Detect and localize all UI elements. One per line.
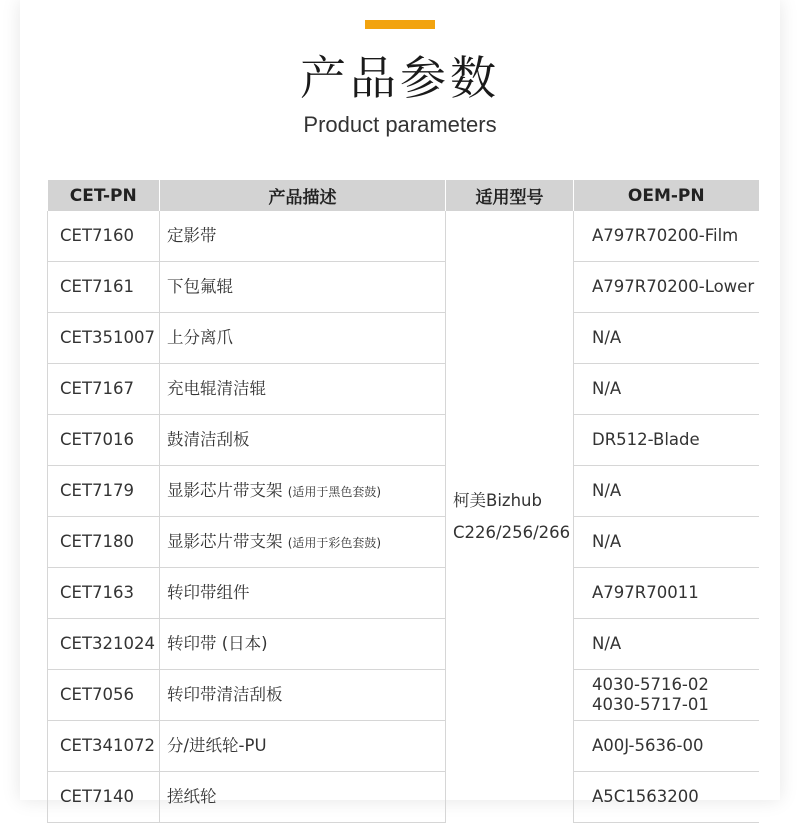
cell-cet-pn: CET7016: [48, 415, 160, 466]
cell-oem-pn: [574, 619, 759, 670]
oem-pn-value: DR512-Blade: [592, 430, 700, 449]
cell-cet-pn: CET351007: [48, 313, 160, 364]
oem-pn-value: N/A: [592, 379, 622, 398]
description-text: 搓纸轮: [167, 787, 217, 806]
cell-cet-pn: CET7179: [48, 466, 160, 517]
table-row: [48, 568, 759, 619]
oem-pn-value: N/A: [592, 532, 622, 551]
table-row: [48, 772, 759, 823]
cell-description: [160, 364, 446, 415]
table-body: [48, 211, 759, 823]
description-text: 显影芯片带支架: [167, 531, 283, 551]
cell-description: [160, 619, 446, 670]
oem-pn-value: A797R70200-Film: [592, 226, 739, 245]
description-text: 转印带清洁刮板: [167, 685, 283, 704]
cell-oem-pn: [574, 262, 759, 313]
oem-pn-value: A797R70011: [592, 583, 699, 602]
cell-description: [160, 415, 446, 466]
oem-pn-value: N/A: [592, 328, 622, 347]
product-parameters-table: [47, 180, 759, 823]
table-row: [48, 517, 759, 568]
oem-pn-value: A797R70200-Lower: [592, 277, 755, 296]
oem-pn-value: A5C1563200: [592, 787, 699, 806]
page-subtitle: Product parameters: [303, 112, 497, 137]
table-row: [48, 619, 759, 670]
description-text: 定影带: [167, 226, 217, 245]
cell-applicable-model: [446, 211, 574, 823]
cell-oem-pn: [574, 772, 759, 823]
table-row: [48, 211, 759, 262]
description-text: 下包氟辊: [167, 277, 233, 296]
cell-cet-pn: CET7180: [48, 517, 160, 568]
cell-cet-pn: CET341072: [48, 721, 160, 772]
cell-oem-pn: [574, 211, 759, 262]
table-header-row: [48, 180, 759, 211]
cell-oem-pn: [574, 568, 759, 619]
table-row: [48, 466, 759, 517]
table-row: [48, 364, 759, 415]
table-row: [48, 670, 759, 721]
cell-oem-pn: [574, 466, 759, 517]
cell-cet-pn: CET7140: [48, 772, 160, 823]
description-note: (适用于彩色套鼓): [287, 535, 382, 550]
cell-oem-pn: [574, 517, 759, 568]
cell-cet-pn: CET321024: [48, 619, 160, 670]
description-text: 转印带 (日本): [167, 634, 268, 653]
cell-description: [160, 772, 446, 823]
cell-oem-pn: [574, 364, 759, 415]
oem-pn-value: A00J-5636-00: [592, 736, 704, 755]
description-note: (适用于黑色套鼓): [287, 484, 382, 499]
model-line: C226/256/266: [453, 522, 571, 542]
description-text: 充电辊清洁辊: [167, 379, 266, 398]
model-line: 柯美Bizhub: [453, 490, 542, 510]
oem-pn-value: 4030-5717-01: [592, 695, 709, 714]
accent-bar: [365, 20, 435, 29]
table-row: [48, 721, 759, 772]
cell-cet-pn: CET7167: [48, 364, 160, 415]
column-header-cet-pn: CET-PN: [48, 180, 160, 211]
cell-description: [160, 313, 446, 364]
column-header-description: 产品描述: [160, 180, 446, 211]
cell-oem-pn: [574, 721, 759, 772]
table-row: [48, 313, 759, 364]
cell-oem-pn: [574, 313, 759, 364]
cell-cet-pn: CET7163: [48, 568, 160, 619]
table-row: [48, 262, 759, 313]
cell-description: [160, 262, 446, 313]
cell-description: [160, 517, 446, 568]
page-title: 产品参数: [300, 51, 500, 105]
cell-cet-pn: CET7056: [48, 670, 160, 721]
oem-pn-value: N/A: [592, 481, 622, 500]
cell-description: [160, 211, 446, 262]
description-text: 分/进纸轮-PU: [167, 736, 267, 755]
description-text: 转印带组件: [167, 583, 250, 602]
cell-cet-pn: CET7161: [48, 262, 160, 313]
oem-pn-value: 4030-5716-02: [592, 675, 709, 694]
cell-description: [160, 721, 446, 772]
description-text: 显影芯片带支架: [167, 480, 283, 500]
column-header-model: 适用型号: [446, 180, 574, 211]
table-row: [48, 415, 759, 466]
cell-description: [160, 568, 446, 619]
cell-oem-pn: [574, 415, 759, 466]
cell-description: [160, 670, 446, 721]
description-text: 鼓清洁刮板: [167, 430, 250, 449]
cell-cet-pn: CET7160: [48, 211, 160, 262]
cell-description: [160, 466, 446, 517]
column-header-oem-pn: OEM-PN: [574, 180, 759, 211]
description-text: 上分离爪: [167, 328, 233, 347]
oem-pn-value: N/A: [592, 634, 622, 653]
cell-oem-pn: [574, 670, 759, 721]
